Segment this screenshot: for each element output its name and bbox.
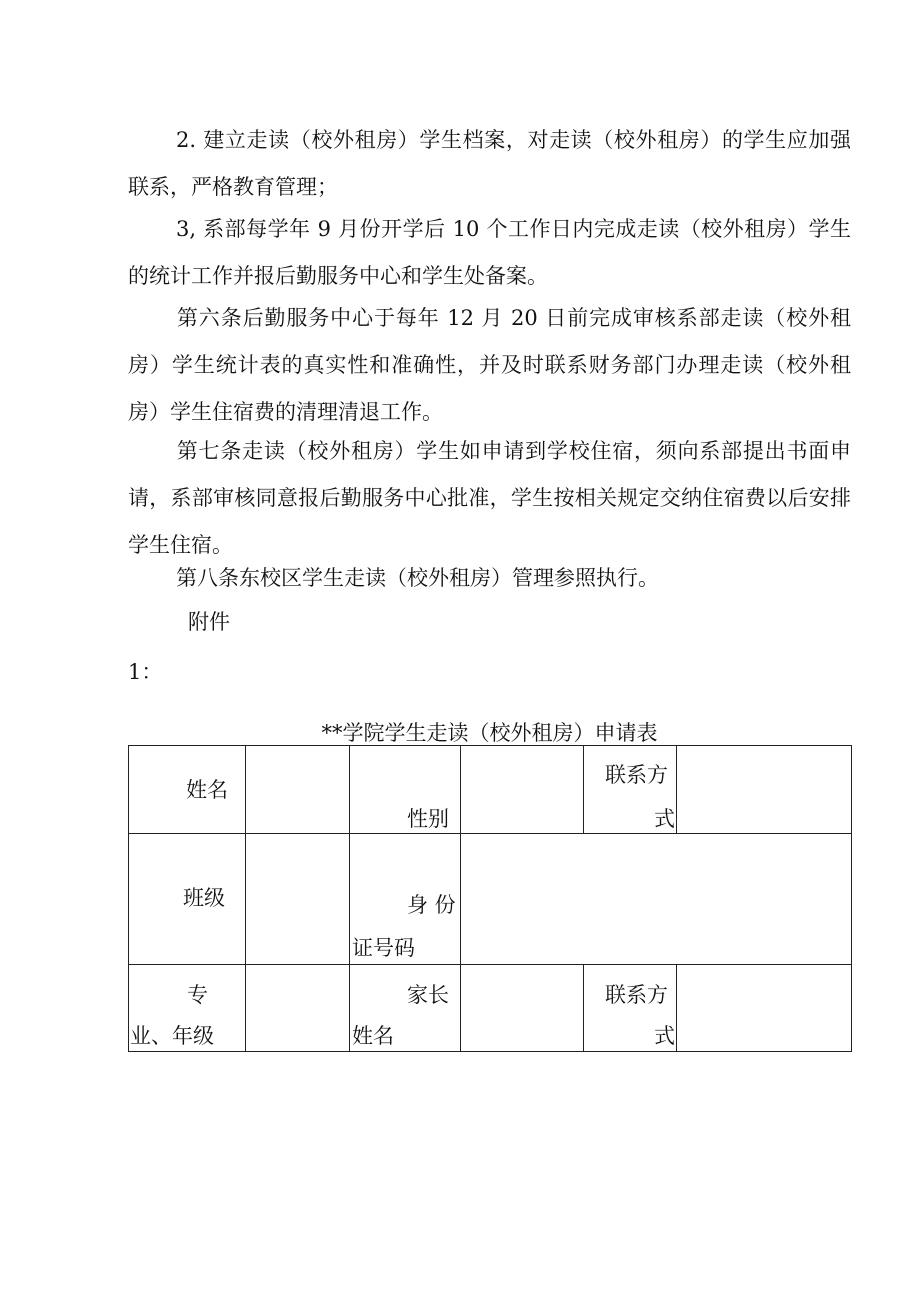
- major-label: 专: [187, 983, 208, 1007]
- major-input-cell[interactable]: [246, 965, 350, 1052]
- name-input-cell[interactable]: [246, 746, 350, 834]
- parent-label-cell: [350, 965, 461, 1052]
- parent-contact-label-wrap: 式: [654, 1024, 675, 1048]
- attachment-number: 1：: [128, 660, 163, 684]
- table-row: [129, 834, 852, 965]
- major-label-wrap: 业、年级: [130, 1024, 214, 1048]
- table-row: [129, 746, 852, 834]
- gender-label: 性别: [407, 807, 449, 831]
- id-label-wrap: 证号码: [352, 936, 415, 960]
- class-label: 班级: [183, 886, 225, 910]
- class-label-cell: [129, 834, 246, 965]
- parent-label: 家长: [407, 983, 449, 1007]
- name-label: 姓名: [186, 778, 228, 802]
- table-row: [129, 965, 852, 1052]
- id-number-input-cell[interactable]: [461, 834, 852, 965]
- contact-label-wrap: 式: [654, 807, 675, 831]
- parent-label-wrap: 姓名: [352, 1024, 394, 1048]
- id-label: 身 份: [407, 893, 456, 917]
- name-label-cell: [129, 746, 246, 834]
- gender-label-cell: [350, 746, 461, 834]
- contact-label: 联系方: [605, 763, 668, 787]
- parent-contact-label-cell: [584, 965, 677, 1052]
- major-label-cell: [129, 965, 246, 1052]
- attachment-label: 附件: [188, 610, 230, 634]
- contact-input-cell[interactable]: [677, 746, 852, 834]
- paragraph-4: 第七条走读（校外租房）学生如申请到学校住宿，须向系部提出书面申请，系部审核同意报后勤服务中心批准，学生按相关规定交纳住宿费以后安排学生住宿。: [128, 439, 851, 557]
- class-input-cell[interactable]: [246, 834, 350, 965]
- application-form-table: [128, 745, 852, 1052]
- parent-contact-input-cell[interactable]: [677, 965, 852, 1052]
- paragraph-3: 第六条后勤服务中心于每年 12 月 20 日前完成审核系部走读（校外租房）学生统计表的真实性和准确性，并及时联系财务部门办理走读（校外租房）学生住宿费的清理清退工作。: [128, 306, 851, 424]
- parent-contact-label: 联系方: [605, 983, 668, 1007]
- gender-input-cell[interactable]: [461, 746, 584, 834]
- parent-input-cell[interactable]: [461, 965, 584, 1052]
- contact-label-cell: [584, 746, 677, 834]
- form-title: **学院学生走读（校外租房）申请表: [321, 721, 658, 745]
- paragraph-1: 2. 建立走读（校外租房）学生档案，对走读（校外租房）的学生应加强联系，严格教育管理；: [128, 128, 851, 199]
- id-label-cell: [350, 834, 461, 965]
- paragraph-2: 3, 系部每学年 9 月份开学后 10 个工作日内完成走读（校外租房）学生的统计工作并报后勤服务中心和学生处备案。: [128, 217, 851, 288]
- paragraph-5: 第八条东校区学生走读（校外租房）管理参照执行。: [176, 566, 659, 590]
